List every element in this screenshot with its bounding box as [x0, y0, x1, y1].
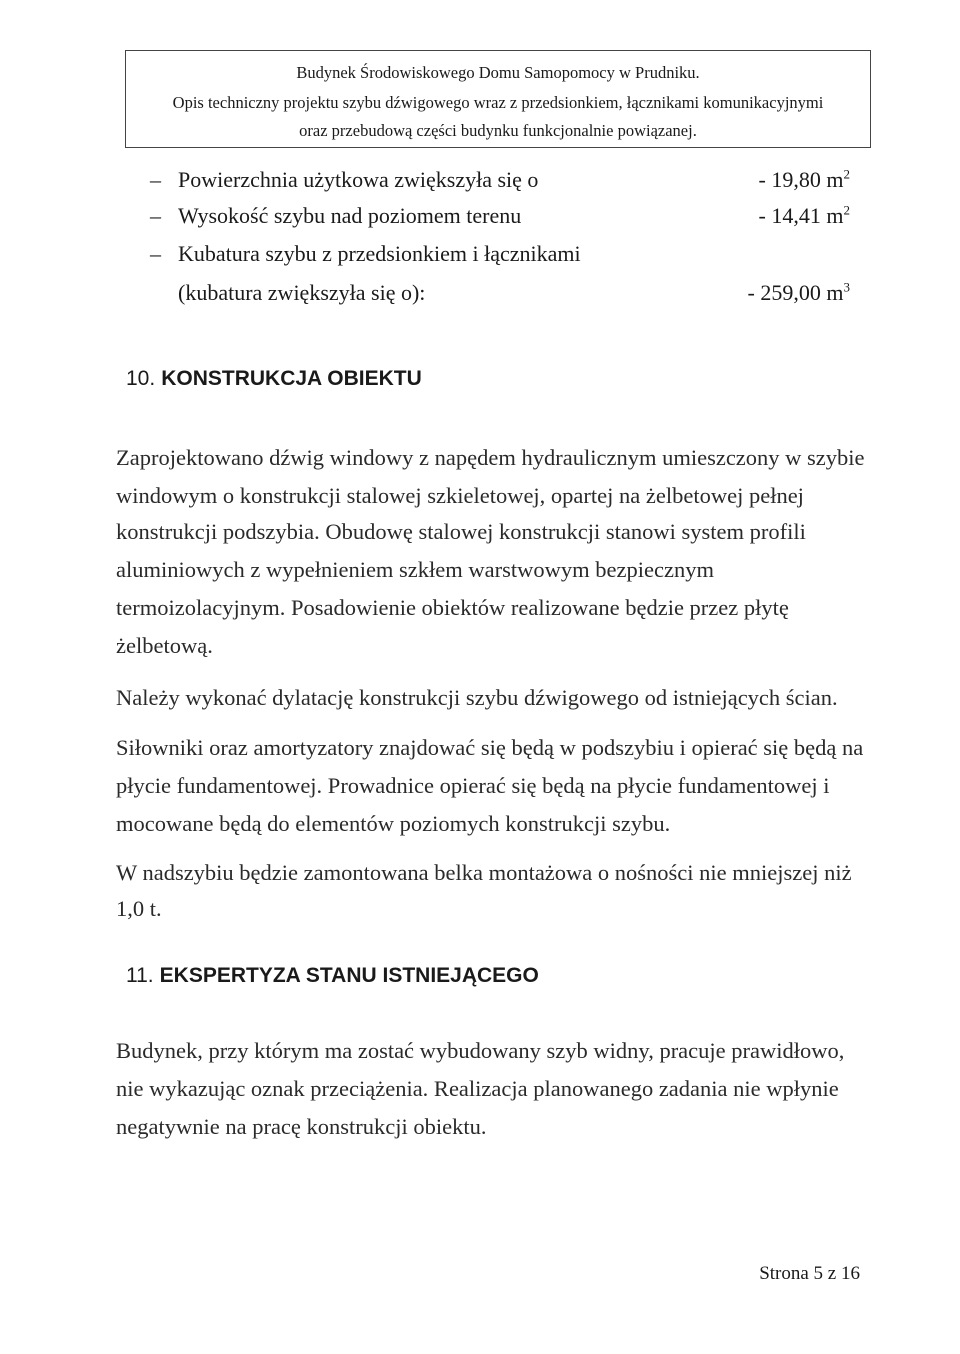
area-label: Wysokość szybu nad poziomem terenu	[178, 203, 522, 228]
area-value-unit-exponent: 2	[843, 166, 850, 182]
paragraph-line: konstrukcji podszybia. Obudowę stalowej konstrukcji stanowi system profili	[116, 519, 806, 544]
paragraph-line: 1,0 t.	[116, 896, 162, 921]
section-number: 10.	[126, 367, 156, 390]
paragraph-line: windowym o konstrukcji stalowej szkieletowej, opartej na żelbetowej pełnej	[116, 483, 804, 508]
area-label: Kubatura szybu z przedsionkiem i łącznikami	[178, 241, 581, 266]
paragraph-line: płycie fundamentowej. Prowadnice opierać się będą na płycie fundamentowej i	[116, 773, 830, 798]
document-header	[125, 50, 871, 148]
area-label: Powierzchnia użytkowa zwiększyła się o	[178, 167, 539, 192]
paragraph-line: Należy wykonać dylatację konstrukcji szybu dźwigowego od istniejących ścian.	[116, 685, 838, 710]
area-label-continued: (kubatura zwiększyła się o):	[178, 280, 426, 305]
paragraph-line: mocowane będą do elementów poziomych konstrukcji szybu.	[116, 811, 671, 836]
area-value	[759, 166, 850, 194]
area-value-unit-exponent: 3	[843, 279, 850, 295]
section-11-heading	[126, 963, 539, 989]
list-dash: –	[150, 167, 161, 192]
header-line-3: oraz przebudową części budynku funkcjonalnie powiązanej.	[299, 121, 697, 140]
paragraph-line: nie wykazując oznak przeciążenia. Realizacja planowanego zadania nie wpłynie	[116, 1076, 839, 1101]
section-10-heading	[126, 366, 422, 392]
paragraph-line: Budynek, przy którym ma zostać wybudowany szyb widny, pracuje prawidłowo,	[116, 1038, 845, 1063]
paragraph-line: Zaprojektowano dźwig windowy z napędem hydraulicznym umieszczony w szybie	[116, 445, 865, 470]
paragraph-line: termoizolacyjnym. Posadowienie obiektów realizowane będzie przez płytę	[116, 595, 789, 620]
section-title: EKSPERTYZA STANU ISTNIEJĄCEGO	[159, 964, 539, 987]
area-value-number: - 19,80 m	[758, 167, 844, 192]
section-number: 11.	[126, 964, 154, 987]
list-dash: –	[150, 203, 161, 228]
list-dash: –	[150, 241, 161, 266]
area-value	[759, 202, 850, 230]
header-line-1: Budynek Środowiskowego Domu Samopomocy w Prudniku.	[296, 63, 700, 82]
paragraph-line: W nadszybiu będzie zamontowana belka montażowa o nośności nie mniejszej niż	[116, 860, 852, 885]
paragraph-line: żelbetową.	[116, 633, 213, 658]
paragraph-line: aluminiowych z wypełnieniem szkłem warstwowym bezpiecznym	[116, 557, 714, 582]
area-value-number: - 259,00 m	[747, 280, 844, 305]
paragraph-line: Siłowniki oraz amortyzatory znajdować się będą w podszybiu i opierać się będą na	[116, 735, 864, 760]
area-value-number: - 14,41 m	[758, 203, 844, 228]
page-number: Strona 5 z 16	[759, 1263, 860, 1284]
area-value-unit-exponent: 2	[843, 202, 850, 218]
paragraph-line: negatywnie na pracę konstrukcji obiektu.	[116, 1114, 487, 1139]
section-title: KONSTRUKCJA OBIEKTU	[161, 367, 422, 390]
area-value	[748, 279, 850, 307]
header-line-2: Opis techniczny projektu szybu dźwigowego wraz z przedsionkiem, łącznikami komunikacyjnymi	[172, 93, 824, 112]
